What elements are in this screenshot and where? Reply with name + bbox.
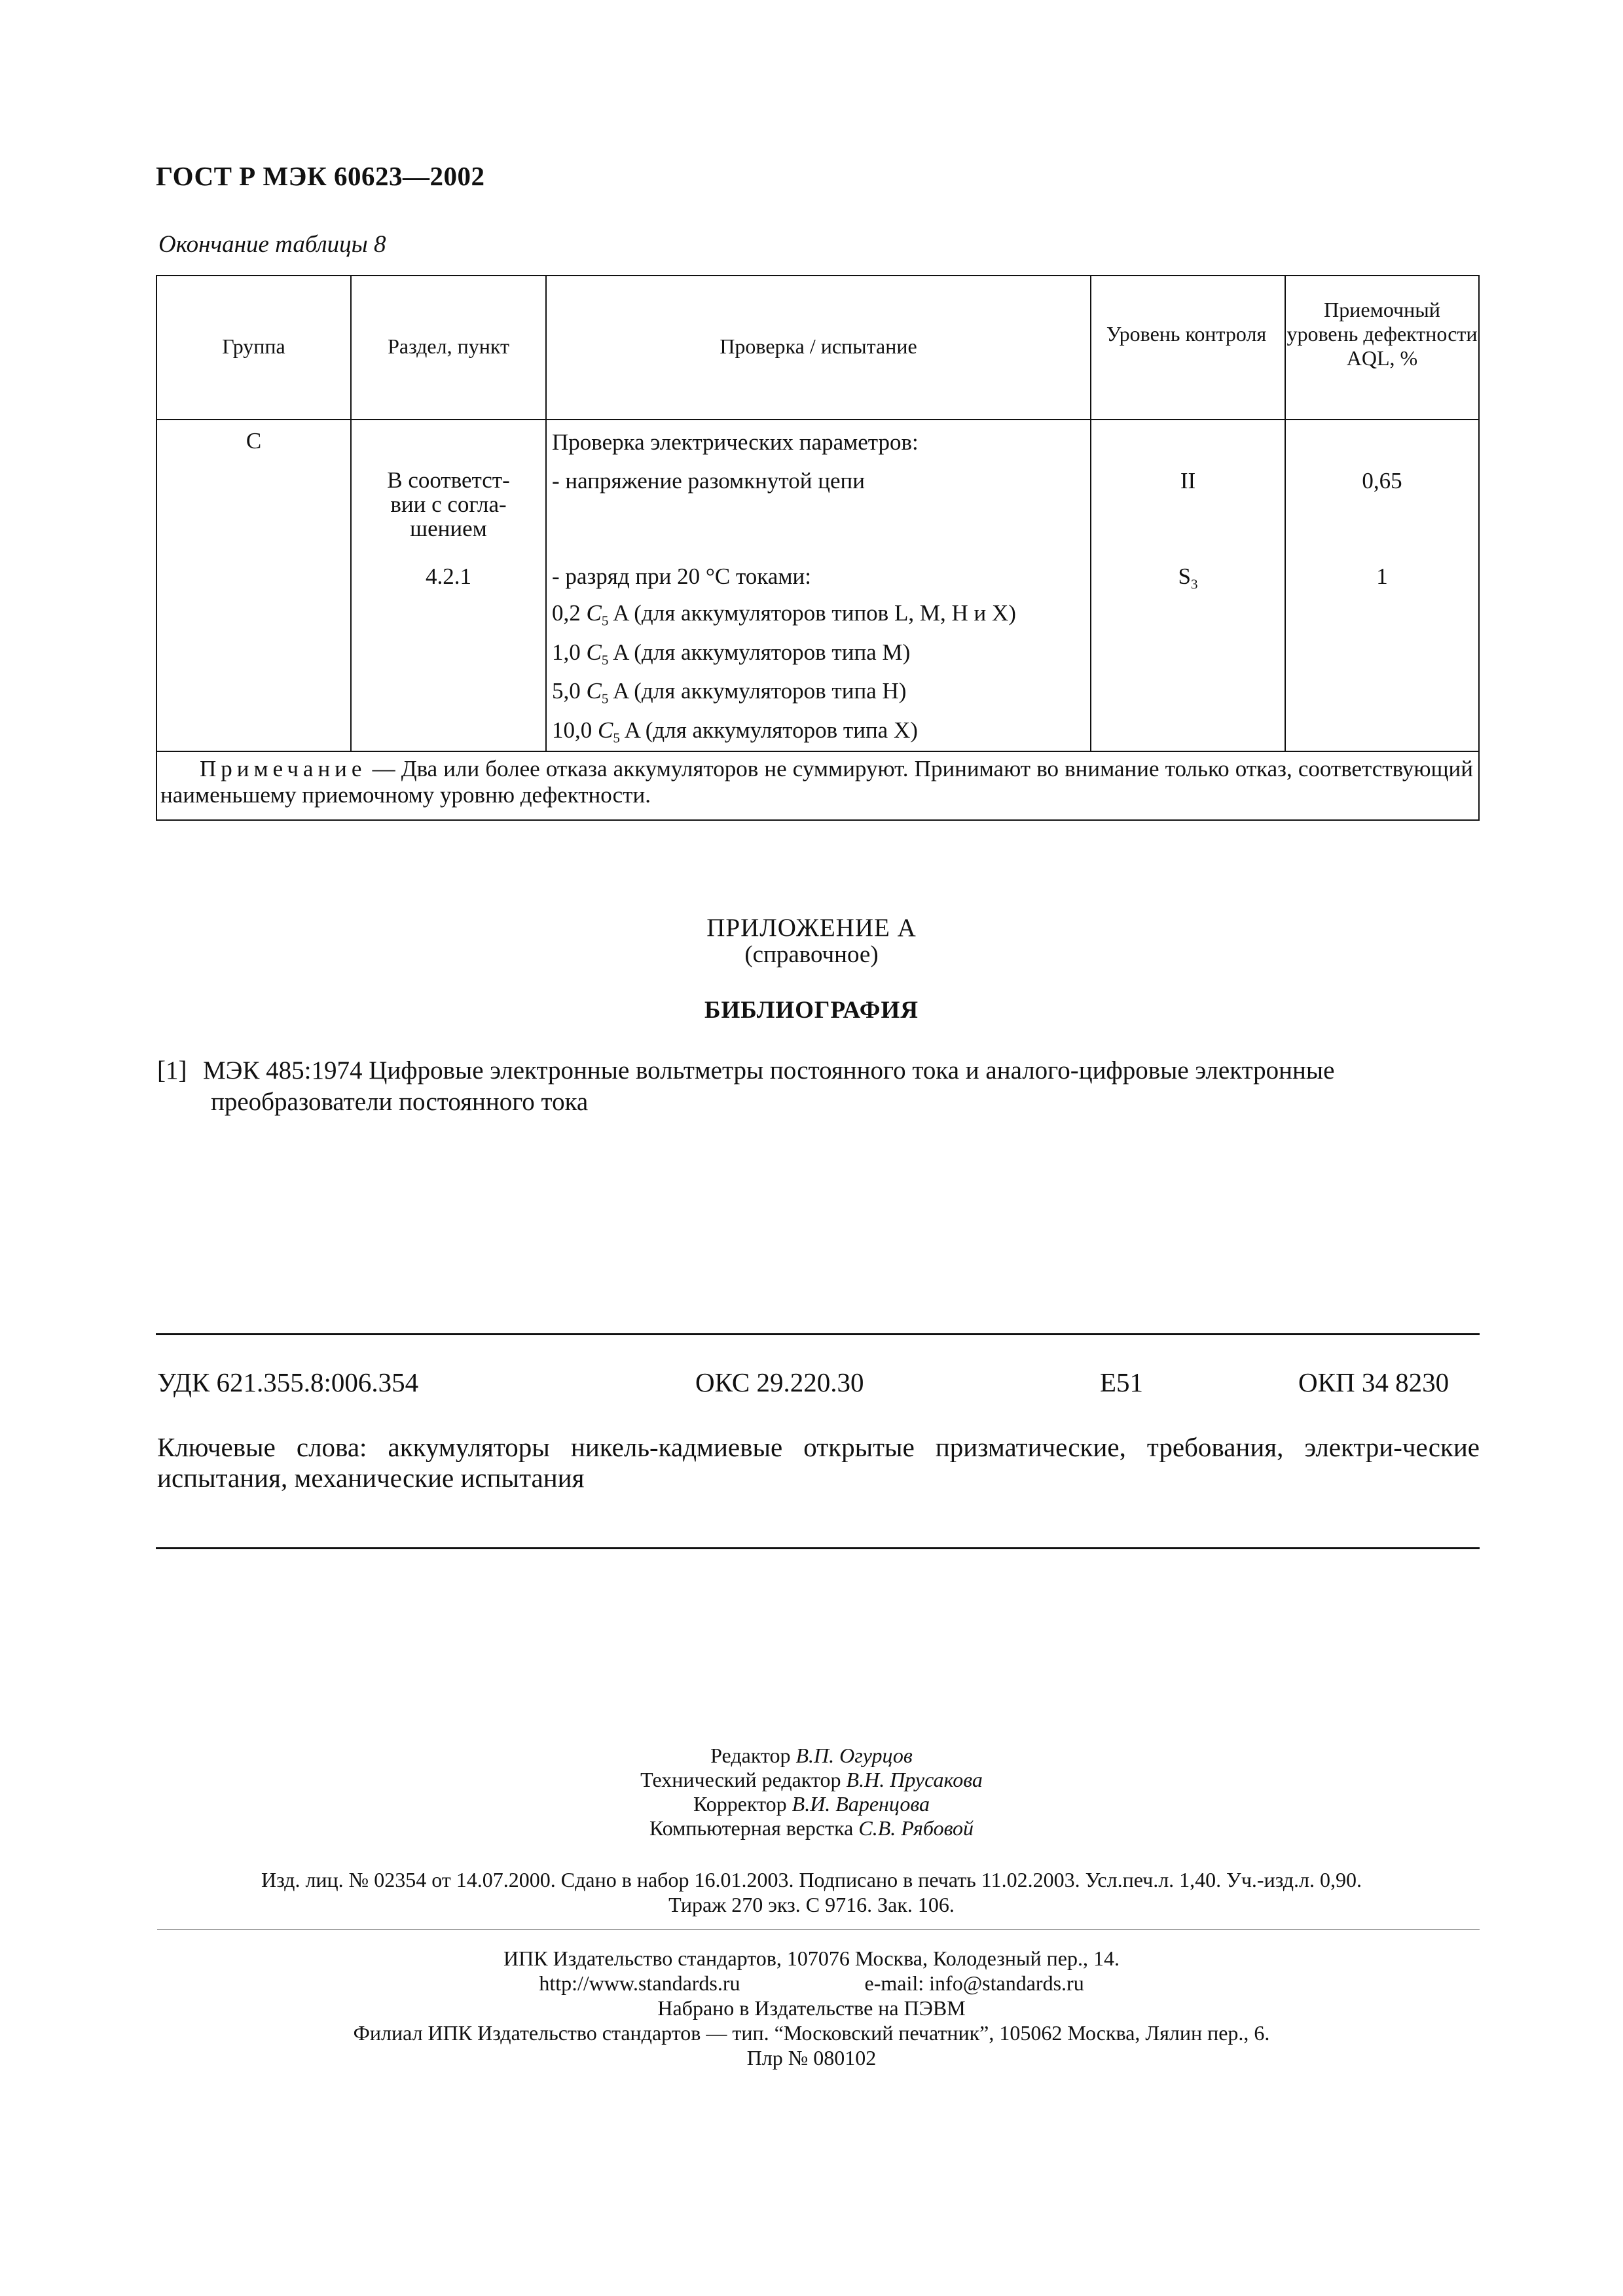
cell-current-row <box>552 717 1090 746</box>
column-header-section: Раздел, пункт <box>388 334 509 358</box>
cell-section-agreement <box>352 468 545 541</box>
reference-text: МЭК 485:1974 Цифровые электронные вольтметры постоянного тока и аналого-цифровые электронные <box>203 1056 1335 1085</box>
column-header-control-level: Уровень контроля <box>1106 322 1267 346</box>
level-subscript: 3 <box>1190 576 1198 592</box>
bibliography-item <box>157 1055 1480 1118</box>
appendix-title: ПРИЛОЖЕНИЕ А <box>706 914 917 942</box>
cell-control-level <box>1091 564 1285 592</box>
current-coef: 0,2 <box>552 600 581 626</box>
document-id: ГОСТ Р МЭК 60623—2002 <box>156 161 485 191</box>
current-description: A (для аккумуляторов типа X) <box>619 717 918 743</box>
section-line: В соответст- <box>387 467 510 493</box>
cell-aql: 0,65 <box>1362 468 1402 493</box>
table-bottom-border <box>156 819 1480 821</box>
table-right-border <box>1478 275 1480 821</box>
publisher-contacts <box>0 1971 1623 1996</box>
table-continuation-label: Окончание таблицы 8 <box>158 231 386 258</box>
cell-current-row <box>552 600 1090 629</box>
current-coef: 10,0 <box>552 717 593 743</box>
imprint-line: Изд. лиц. № 02354 от 14.07.2000. Сдано в набор 16.01.2003. Подписано в печать 11.02.2003. Усл.печ.л. 1,40. Уч.-изд.л. 0,90. <box>261 1868 1362 1892</box>
capacity-symbol: C <box>586 600 602 626</box>
publisher-line: Плр № 080102 <box>746 2046 877 2070</box>
cell-current-row <box>552 639 1090 668</box>
publisher-line: ИПК Издательство стандартов, 107076 Москва, Колодезный пер., 14. <box>503 1946 1120 1970</box>
current-description: A (для аккумуляторов типа M) <box>608 639 911 665</box>
capacity-symbol: C <box>586 639 602 665</box>
cell-check-discharge: - разряд при 20 °С токами: <box>552 564 811 589</box>
reference-number: [1] <box>157 1056 187 1085</box>
section-line: шением <box>410 516 487 541</box>
credit-line <box>0 1816 1623 1840</box>
imprint <box>0 1867 1623 1917</box>
credit-role: Технический редактор <box>640 1768 841 1791</box>
credit-role: Компьютерная верстка <box>649 1816 854 1840</box>
column-header-aql: Приемочный уровень дефектности AQL, % <box>1286 298 1478 370</box>
e-code: Е51 <box>1100 1367 1144 1397</box>
table-top-border <box>156 275 1480 276</box>
udk-code: УДК 621.355.8:006.354 <box>157 1367 419 1397</box>
divider-rule <box>156 1333 1480 1335</box>
note-text: — Два или более отказа аккумуляторов не суммируют. Принимают во внимание только отказ, соответствующий наименьшему приемочному уровню дефектности. <box>160 756 1473 808</box>
credit-name: В.Н. Прусакова <box>846 1768 983 1791</box>
current-description: A (для аккумуляторов типов L, M, H и X) <box>608 600 1016 626</box>
credit-role: Редактор <box>710 1744 791 1767</box>
capacity-symbol: C <box>598 717 613 743</box>
divider-thin <box>157 1929 1480 1930</box>
publisher-line: Филиал ИПК Издательство стандартов — тип. “Московский печатник”, 105062 Москва, Лялин пер., 6. <box>353 2021 1270 2045</box>
publisher-website[interactable]: http://www.standards.ru <box>539 1971 740 1995</box>
credit-line <box>0 1791 1623 1816</box>
section-line: вии с согла- <box>390 492 507 517</box>
capacity-subscript: 5 <box>601 613 609 629</box>
column-header-group: Группа <box>222 334 285 358</box>
current-coef: 5,0 <box>552 678 581 704</box>
credit-name: В.И. Варенцова <box>792 1792 930 1816</box>
cell-control-level: II <box>1180 468 1196 493</box>
capacity-subscript: 5 <box>601 691 609 707</box>
cell-group: С <box>246 428 262 454</box>
level-base: S <box>1178 564 1191 589</box>
credit-name: В.П. Огурцов <box>795 1744 913 1767</box>
credit-name: С.В. Рябовой <box>858 1816 974 1840</box>
cell-current-row <box>552 678 1090 707</box>
oks-code: ОКС 29.220.30 <box>695 1367 864 1397</box>
imprint-line: Тираж 270 экз. С 9716. Зак. 106. <box>668 1893 955 1916</box>
cell-check-heading: Проверка электрических параметров: <box>552 429 919 455</box>
cell-aql: 1 <box>1376 564 1388 589</box>
divider-rule <box>156 1547 1480 1549</box>
table-note <box>160 756 1473 808</box>
credit-role: Корректор <box>693 1792 787 1816</box>
publisher-line: Набрано в Издательстве на ПЭВМ <box>657 1996 966 2020</box>
publisher-info <box>0 1946 1623 2070</box>
current-coef: 1,0 <box>552 639 581 665</box>
publisher-email[interactable]: e-mail: info@standards.ru <box>864 1971 1084 1995</box>
bibliography-heading: БИБЛИОГРАФИЯ <box>704 997 919 1024</box>
credit-line <box>0 1743 1623 1768</box>
okp-code: ОКП 34 8230 <box>1298 1367 1450 1397</box>
capacity-subscript: 5 <box>601 652 609 668</box>
capacity-subscript: 5 <box>613 730 620 746</box>
capacity-symbol: C <box>586 678 602 704</box>
cell-check-voltage: - напряжение разомкнутой цепи <box>552 468 865 493</box>
table-note-border <box>156 751 1480 752</box>
table-header-border <box>156 419 1480 420</box>
table-col-divider <box>1090 275 1091 752</box>
appendix-subtitle: (справочное) <box>744 941 879 968</box>
credit-line <box>0 1767 1623 1792</box>
note-label: Примечание <box>200 756 367 781</box>
keywords: Ключевые слова: аккумуляторы никель-кадмиевые открытые призматические, требования, электри-ческие испытания, механические испытания <box>157 1432 1480 1493</box>
reference-text-continued: преобразователи постоянного тока <box>211 1088 589 1116</box>
column-header-check: Проверка / испытание <box>720 334 917 358</box>
cell-section-clause: 4.2.1 <box>426 564 471 589</box>
current-description: A (для аккумуляторов типа H) <box>608 678 907 704</box>
